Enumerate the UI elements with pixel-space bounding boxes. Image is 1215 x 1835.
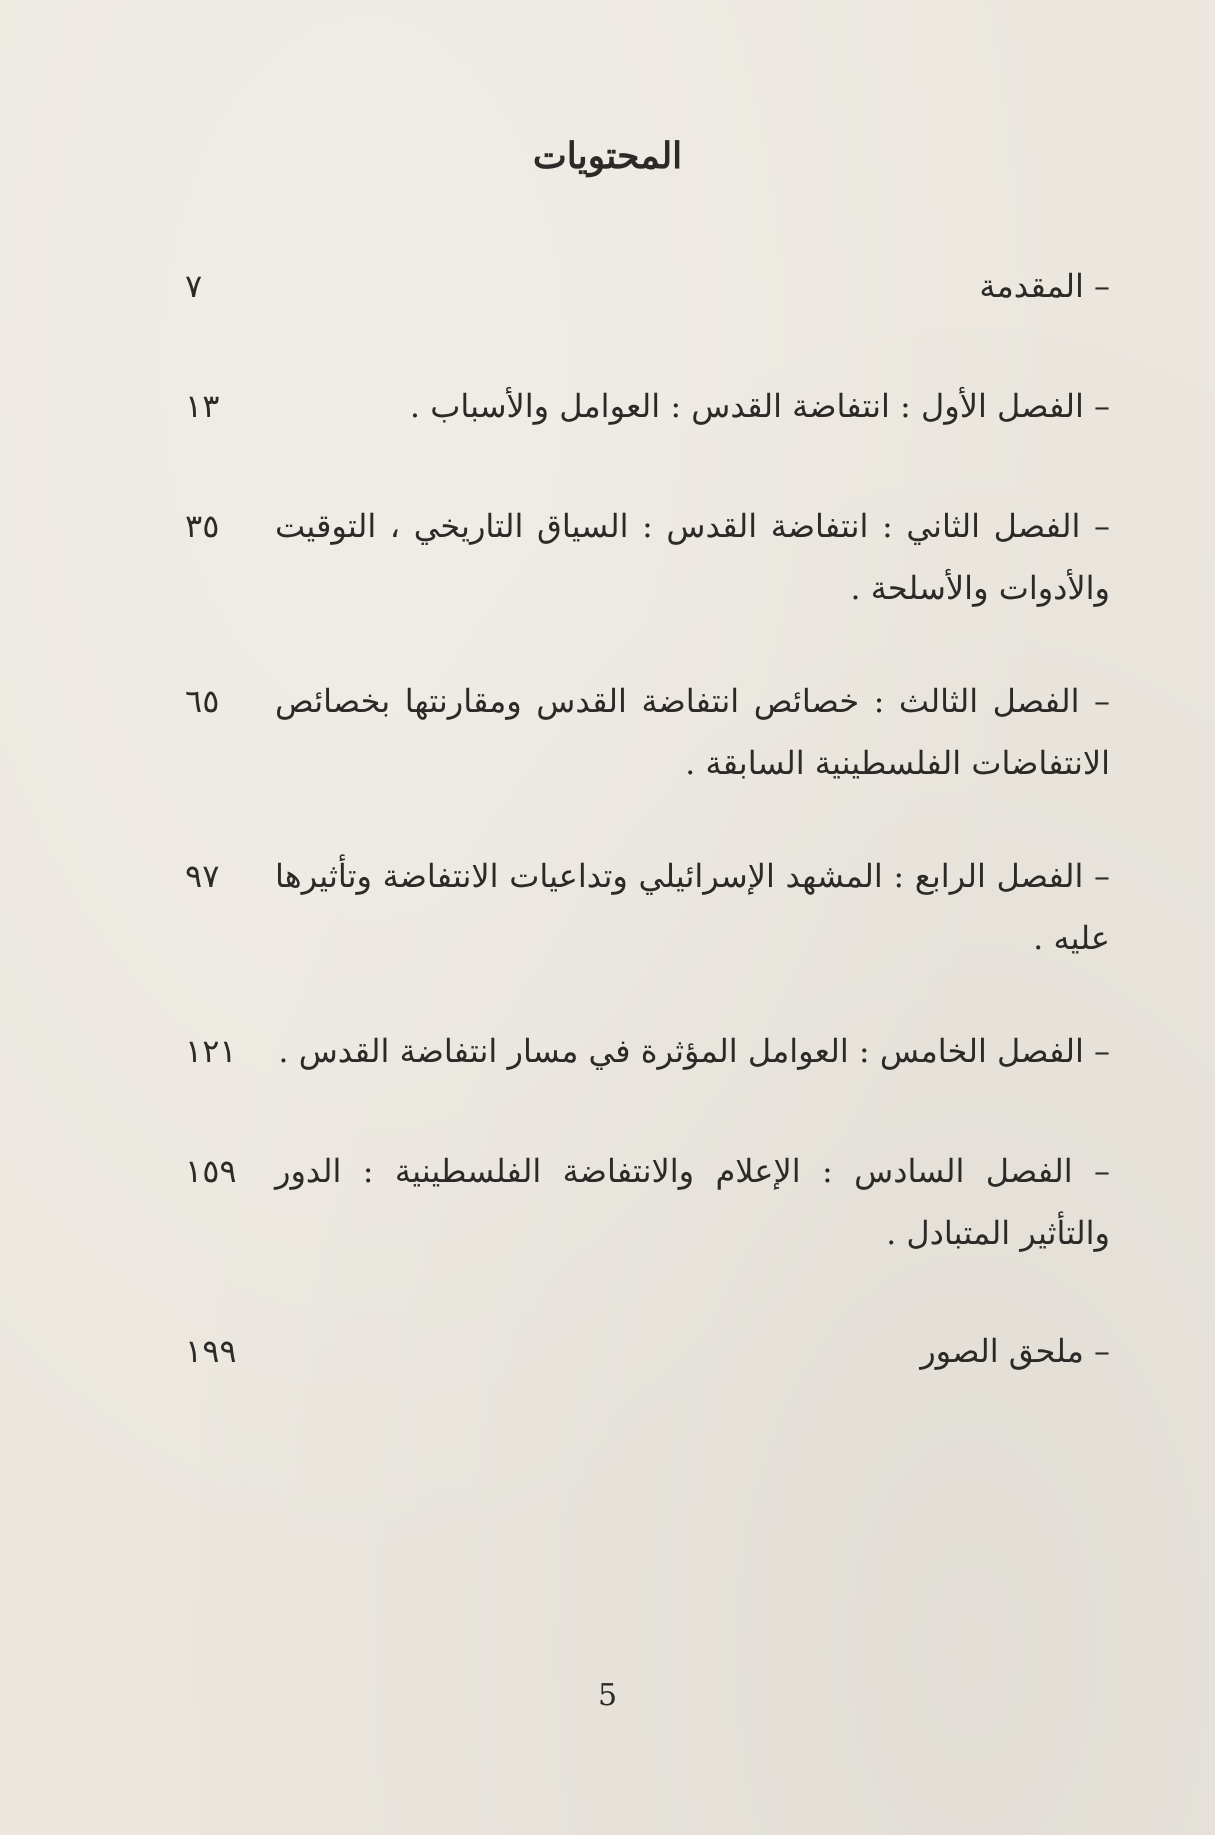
table-of-contents <box>185 255 1110 1395</box>
toc-entry-page: ١٩٩ <box>185 1332 237 1370</box>
toc-entry-page: ٩٧ <box>185 857 220 895</box>
toc-entry-title: – المقدمة <box>979 267 1110 305</box>
toc-entry-page: ١٥٩ <box>185 1152 237 1190</box>
toc-entry-title: – الفصل الخامس : العوامل المؤثرة في مسار انتفاضة القدس . <box>278 1032 1110 1070</box>
toc-entry-page: ١٢١ <box>185 1032 237 1070</box>
toc-entry-title: – الفصل الثالث : خصائص انتفاضة القدس ومقارنتها بخصائص الانتفاضات الفلسطينية السابقة . <box>275 682 1110 782</box>
toc-entry-title: – الفصل السادس : الإعلام والانتفاضة الفلسطينية : الدور والتأثير المتبادل . <box>275 1152 1110 1252</box>
toc-entry-title: – الفصل الرابع : المشهد الإسرائيلي وتداعيات الانتفاضة وتأثيرها عليه . <box>275 857 1110 957</box>
toc-entry-page: ٧ <box>185 267 203 305</box>
toc-entry-page: ١٣ <box>185 387 220 425</box>
toc-entry-page: ٣٥ <box>185 507 220 545</box>
toc-entry-page: ٦٥ <box>185 682 220 720</box>
page-number: 5 <box>597 1678 618 1713</box>
toc-entry-title: – الفصل الثاني : انتفاضة القدس : السياق التاريخي ، التوقيت والأدوات والأسلحة . <box>275 507 1110 607</box>
toc-entry-title: – الفصل الأول : انتفاضة القدس : العوامل والأسباب . <box>409 387 1110 425</box>
toc-entry-title: – ملحق الصور <box>920 1332 1110 1370</box>
page-title: المحتويات <box>532 135 683 177</box>
